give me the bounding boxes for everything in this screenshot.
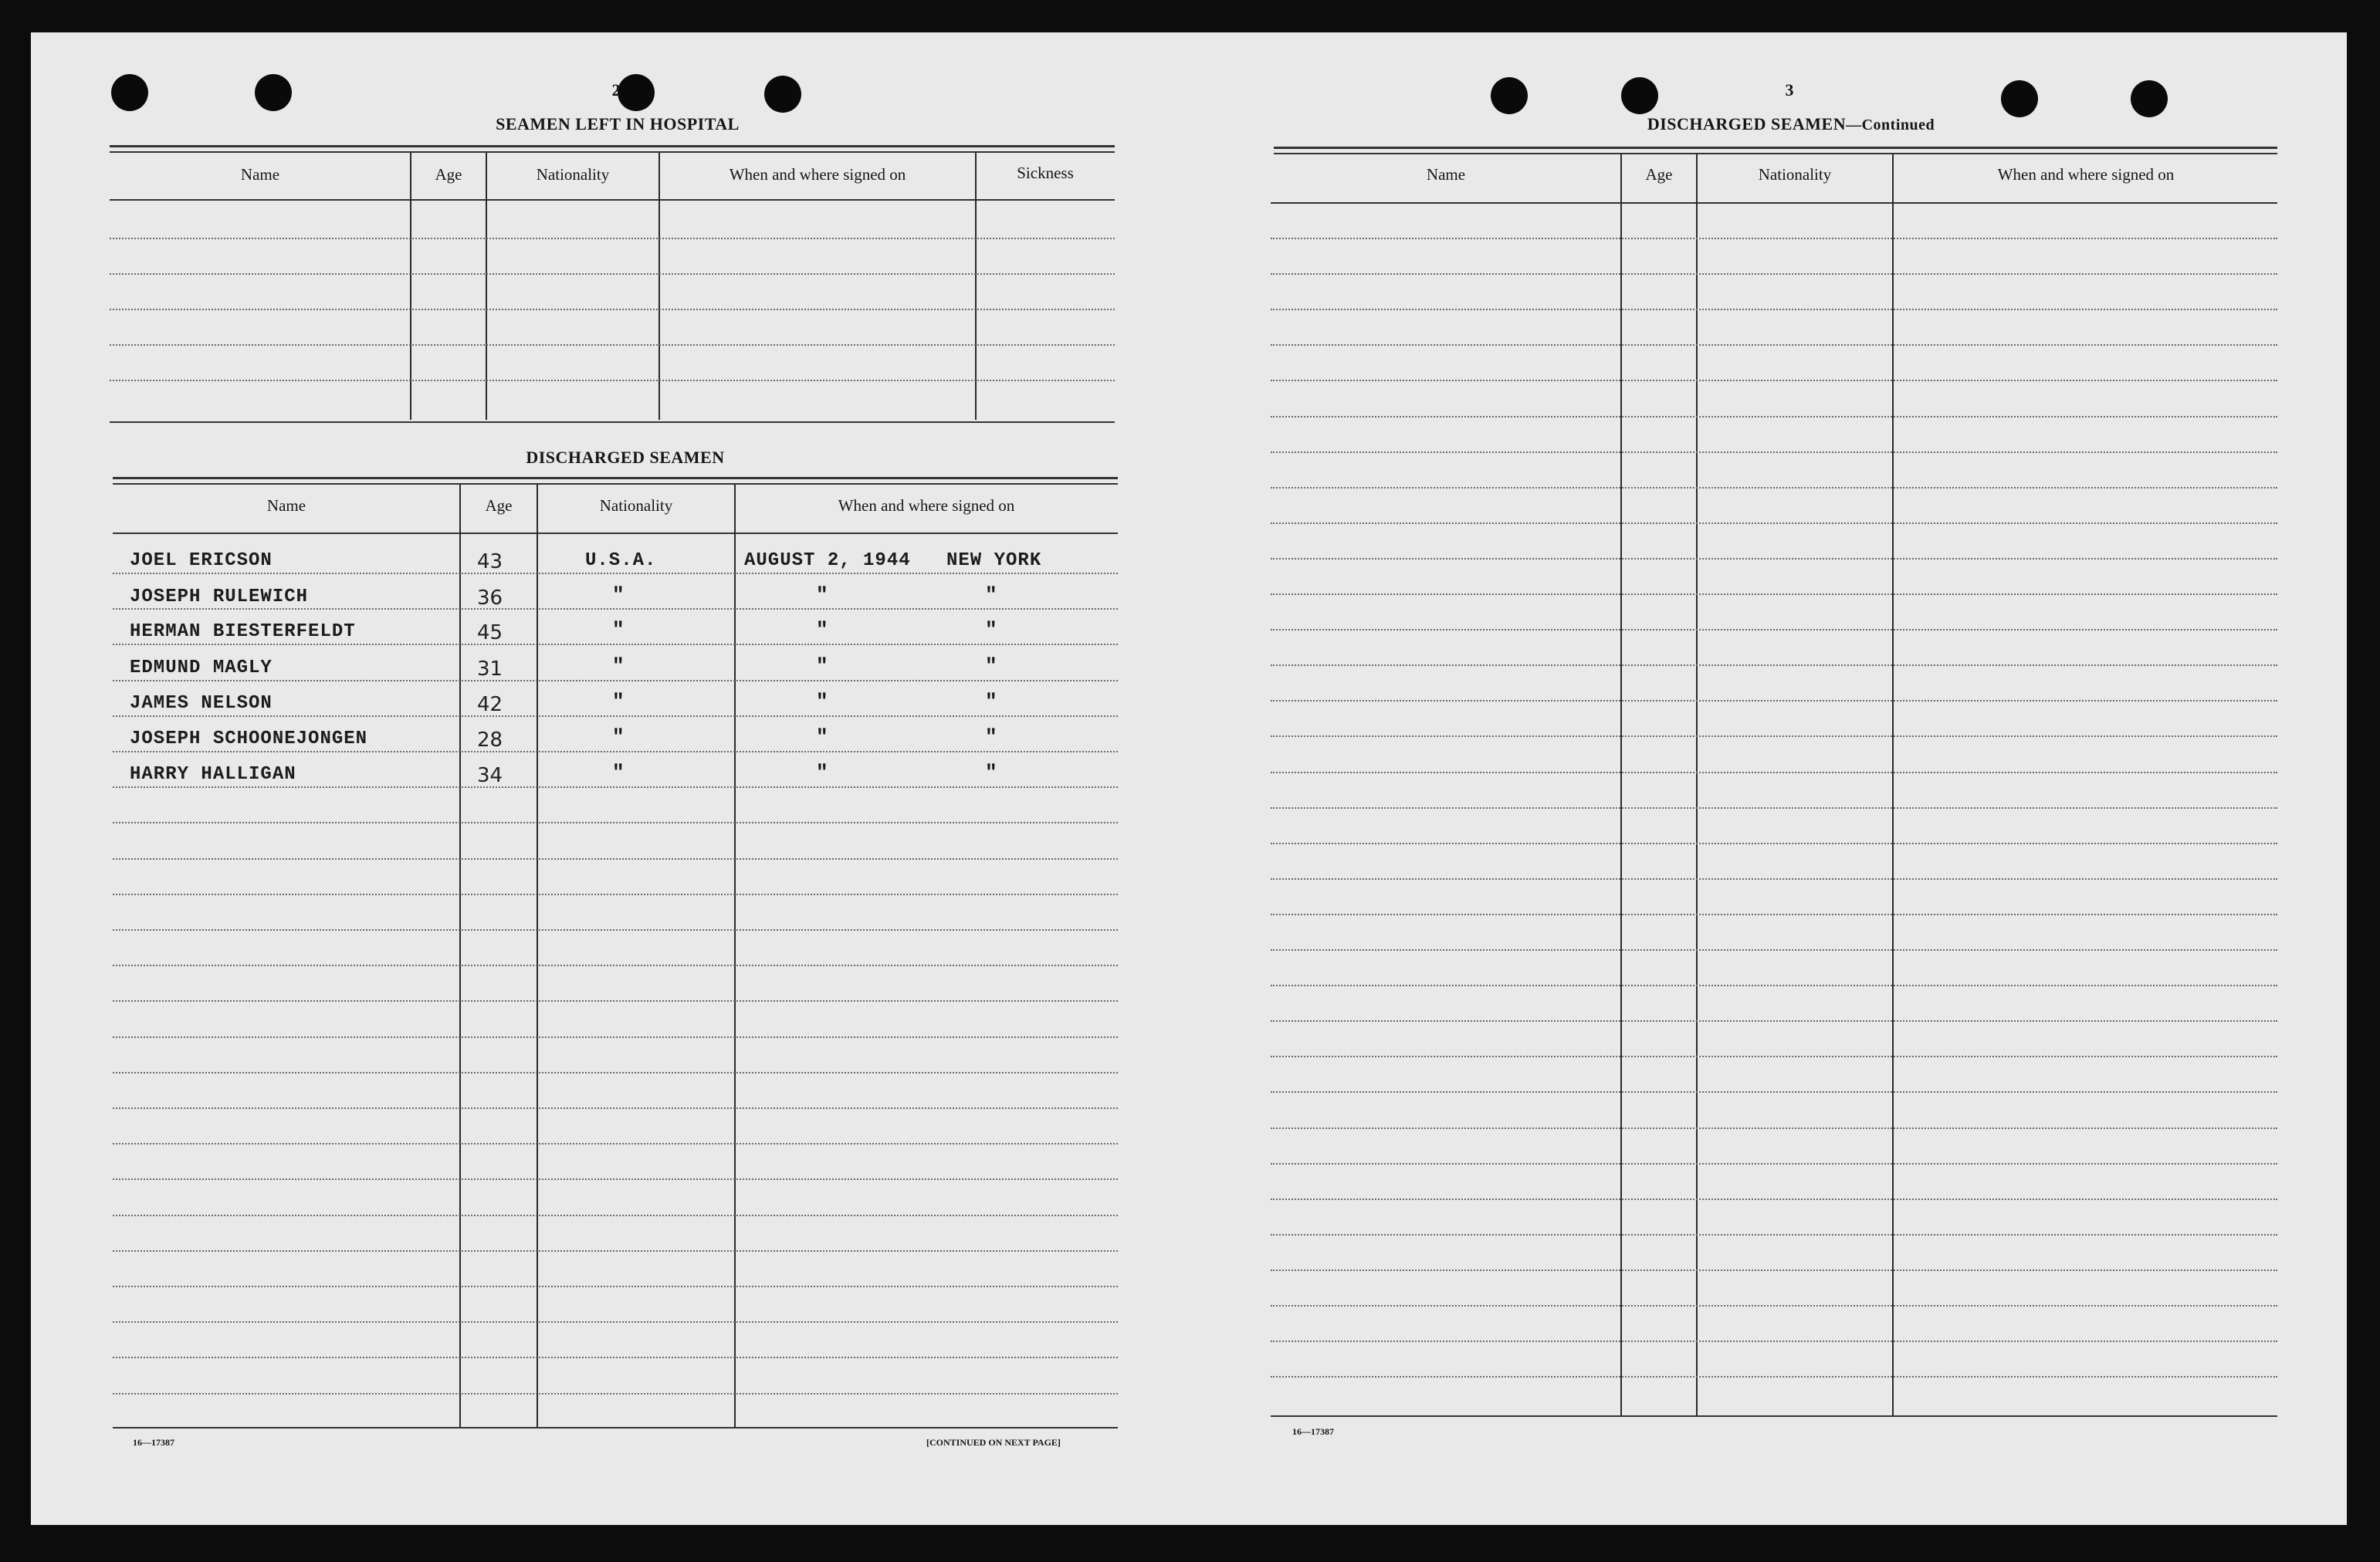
ditto-mark: ": [985, 654, 997, 678]
hospital-top-rule: [110, 145, 1115, 147]
discharged-section-title: DISCHARGED SEAMEN: [526, 448, 725, 467]
seaman-age: 31: [477, 658, 503, 681]
seaman-nationality: U.S.A.: [585, 550, 657, 571]
ditto-mark: ": [612, 654, 625, 678]
ruled-line: [113, 680, 1118, 681]
ditto-mark: ": [985, 583, 997, 607]
ruled-line: [1271, 949, 2277, 951]
ditto-mark: ": [985, 618, 997, 641]
ruled-line: [1271, 522, 2277, 524]
ruled-line: [110, 344, 1115, 346]
seaman-name: JOSEPH SCHOONEJONGEN: [130, 729, 368, 749]
discharged-top-rule: [113, 483, 1118, 485]
ditto-mark: ": [612, 761, 625, 784]
ruled-line: [1271, 593, 2277, 595]
ruled-line: [113, 1321, 1118, 1323]
right-top-rule: [1274, 153, 2277, 154]
discharged-header-rule: [113, 532, 1118, 534]
ditto-mark: ": [985, 761, 997, 784]
ditto-mark: ": [985, 690, 997, 713]
ruled-line: [1271, 273, 2277, 275]
ruled-line: [113, 715, 1118, 717]
ruled-line: [1271, 1163, 2277, 1165]
ditto-mark: ": [612, 618, 625, 641]
seaman-name: JAMES NELSON: [130, 693, 273, 714]
right-bottom-rule: [1271, 1415, 2277, 1417]
ruled-line: [113, 751, 1118, 752]
ruled-line: [113, 573, 1118, 574]
ruled-line: [110, 380, 1115, 381]
hospital-col-nationality: Nationality: [536, 165, 610, 184]
ruled-line: [1271, 487, 2277, 489]
ruled-line: [113, 1178, 1118, 1180]
seaman-age: 43: [477, 550, 503, 573]
discharged-col-name: Name: [266, 496, 306, 515]
punch-hole: [764, 76, 801, 113]
ruled-line: [1271, 843, 2277, 844]
ruled-line: [1271, 451, 2277, 453]
right-title-suffix: —Continued: [1846, 117, 1935, 134]
ruled-line: [110, 309, 1115, 310]
seaman-age: 34: [477, 764, 503, 787]
form-number: 16—17387: [133, 1437, 174, 1448]
hospital-section-title: SEAMEN LEFT IN HOSPITAL: [496, 114, 740, 134]
ruled-line: [113, 1393, 1118, 1395]
page-number: 2: [611, 80, 621, 100]
right-title-main: DISCHARGED SEAMEN: [1647, 114, 1847, 134]
ditto-mark: ": [816, 690, 828, 713]
ruled-line: [113, 1143, 1118, 1144]
hospital-col-signed-on: When and where signed on: [729, 165, 906, 184]
ruled-line: [113, 608, 1118, 610]
seaman-name: HARRY HALLIGAN: [130, 764, 296, 785]
ruled-line: [113, 894, 1118, 895]
right-col-name: Name: [1426, 165, 1466, 184]
right-col-age: Age: [1645, 165, 1673, 184]
ruled-line: [1271, 380, 2277, 381]
ruled-line: [1271, 1091, 2277, 1093]
ditto-mark: ": [985, 725, 997, 749]
ruled-line: [1271, 1020, 2277, 1022]
punch-hole: [2001, 80, 2038, 117]
hospital-col-age: Age: [435, 165, 462, 184]
discharged-col-age: Age: [485, 496, 513, 515]
ruled-line: [1271, 772, 2277, 773]
ruled-line: [1271, 1376, 2277, 1378]
seaman-signed-date: AUGUST 2, 1944: [744, 550, 911, 571]
ruled-line: [113, 1000, 1118, 1002]
seaman-name: JOEL ERICSON: [130, 550, 273, 571]
ditto-mark: ": [816, 583, 828, 607]
ruled-line: [1271, 416, 2277, 418]
seaman-name: EDMUND MAGLY: [130, 658, 273, 678]
seaman-name: HERMAN BIESTERFELDT: [130, 621, 356, 642]
ruled-line: [113, 1357, 1118, 1358]
ruled-line: [1271, 1305, 2277, 1307]
right-header-rule: [1271, 202, 2277, 204]
ruled-line: [1271, 309, 2277, 310]
ruled-line: [1271, 985, 2277, 986]
right-col-nationality: Nationality: [1758, 165, 1832, 184]
form-number: 16—17387: [1292, 1426, 1334, 1437]
ditto-mark: ": [612, 690, 625, 713]
ruled-line: [113, 644, 1118, 645]
seaman-signed-place: NEW YORK: [946, 550, 1042, 571]
hospital-bottom-rule: [110, 421, 1115, 423]
page-number: 3: [1785, 80, 1794, 100]
discharged-col-signed-on: When and where signed on: [838, 496, 1015, 515]
ruled-line: [113, 1107, 1118, 1109]
hospital-col-sickness: Sickness: [1017, 164, 1074, 182]
ruled-line: [1271, 735, 2277, 737]
ruled-line: [113, 1215, 1118, 1216]
punch-hole: [111, 74, 148, 111]
discharged-bottom-rule: [113, 1427, 1118, 1428]
seaman-name: JOSEPH RULEWICH: [130, 587, 309, 607]
continued-note: [CONTINUED ON NEXT PAGE]: [926, 1437, 1061, 1448]
discharged-col-nationality: Nationality: [599, 496, 673, 515]
right-section-title: [1590, 114, 1992, 134]
ditto-mark: ": [612, 583, 625, 607]
ruled-line: [1271, 1199, 2277, 1200]
ditto-mark: ": [816, 618, 828, 641]
seaman-age: 45: [477, 621, 503, 644]
ruled-line: [1271, 1234, 2277, 1236]
ruled-line: [1271, 558, 2277, 560]
hospital-top-rule: [110, 151, 1115, 153]
seaman-age: 36: [477, 587, 503, 610]
ruled-line: [113, 858, 1118, 860]
ruled-line: [1271, 1341, 2277, 1342]
punch-hole: [2131, 80, 2168, 117]
ditto-mark: ": [816, 654, 828, 678]
right-col-signed-on: When and where signed on: [1997, 165, 2175, 184]
ruled-line: [110, 273, 1115, 275]
ruled-line: [1271, 629, 2277, 631]
ruled-line: [1271, 878, 2277, 880]
discharged-top-rule: [113, 477, 1118, 479]
ruled-line: [1271, 1056, 2277, 1057]
ditto-mark: ": [816, 761, 828, 784]
right-top-rule: [1274, 147, 2277, 149]
ditto-mark: ": [816, 725, 828, 749]
ruled-line: [110, 238, 1115, 239]
ruled-line: [113, 929, 1118, 931]
punch-hole: [255, 74, 292, 111]
ruled-line: [1271, 914, 2277, 915]
seaman-age: 28: [477, 729, 503, 752]
ruled-line: [113, 965, 1118, 966]
ruled-line: [1271, 807, 2277, 809]
ruled-line: [113, 822, 1118, 823]
ruled-line: [1271, 238, 2277, 239]
ruled-line: [113, 1036, 1118, 1038]
ruled-line: [1271, 1128, 2277, 1129]
ruled-line: [113, 1072, 1118, 1073]
ruled-line: [1271, 1270, 2277, 1271]
ruled-line: [1271, 344, 2277, 346]
ruled-line: [113, 786, 1118, 788]
document-sheet: [31, 32, 2347, 1525]
ruled-line: [113, 1286, 1118, 1287]
ruled-line: [113, 1250, 1118, 1252]
ditto-mark: ": [612, 725, 625, 749]
hospital-header-rule: [110, 199, 1115, 201]
hospital-col-name: Name: [240, 165, 280, 184]
ruled-line: [1271, 700, 2277, 702]
punch-hole: [1491, 77, 1528, 114]
ruled-line: [1271, 664, 2277, 666]
punch-hole: [1621, 77, 1658, 114]
seaman-age: 42: [477, 693, 503, 716]
